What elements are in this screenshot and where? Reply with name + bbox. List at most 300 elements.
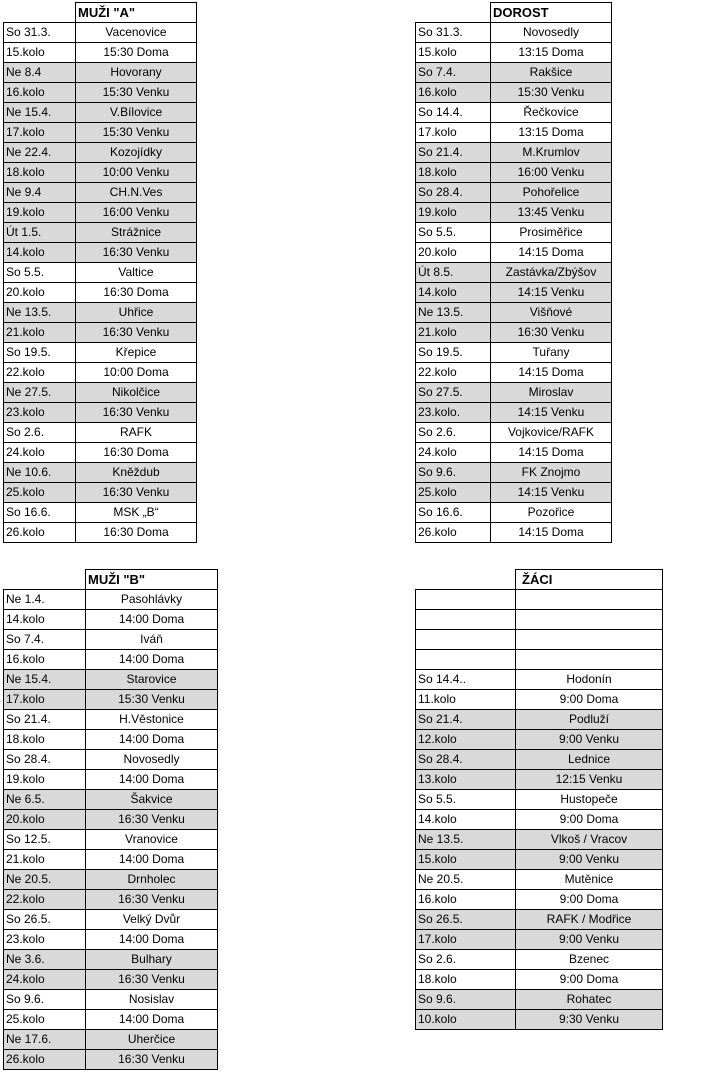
date-or-round-cell: 19.kolo xyxy=(4,770,86,790)
date-or-round-cell: 25.kolo xyxy=(416,483,491,503)
date-or-round-cell: Ne 9.4 xyxy=(4,183,76,203)
date-or-round-cell: 26.kolo xyxy=(416,523,491,543)
table-row xyxy=(4,910,218,930)
date-or-round-cell: 24.kolo xyxy=(4,970,86,990)
opponent-or-time-cell: 13:15 Doma xyxy=(491,43,612,63)
table-row xyxy=(416,143,612,163)
table-row xyxy=(416,870,663,890)
date-or-round-cell: 19.kolo xyxy=(416,203,491,223)
table-row xyxy=(416,283,612,303)
date-or-round-cell: Ne 13.5. xyxy=(416,830,516,850)
opponent-or-time-cell: Řečkovice xyxy=(491,103,612,123)
opponent-or-time-cell: Bzenec xyxy=(516,950,663,970)
table-row xyxy=(416,910,663,930)
opponent-or-time-cell: 16:30 Doma xyxy=(76,283,197,303)
table-row xyxy=(416,670,663,690)
table-row xyxy=(416,590,663,610)
date-or-round-cell: Ne 22.4. xyxy=(4,143,76,163)
date-or-round-cell: 23.kolo. xyxy=(416,403,491,423)
date-or-round-cell: Ne 20.5. xyxy=(416,870,516,890)
table-row xyxy=(4,43,197,63)
date-or-round-cell: 26.kolo xyxy=(4,523,76,543)
opponent-or-time-cell: Pasohlávky xyxy=(86,590,218,610)
opponent-or-time-cell: Vlkoš / Vracov xyxy=(516,830,663,850)
opponent-or-time-cell: Podluží xyxy=(516,710,663,730)
opponent-or-time-cell: 15:30 Venku xyxy=(86,690,218,710)
section-title: ŽÁCI xyxy=(516,570,663,590)
date-or-round-cell: Ne 15.4. xyxy=(4,103,76,123)
opponent-or-time-cell: Novosedly xyxy=(491,23,612,43)
date-or-round-cell: Ne 27.5. xyxy=(4,383,76,403)
table-row xyxy=(416,523,612,543)
opponent-or-time-cell: 16:30 Venku xyxy=(86,970,218,990)
table-row xyxy=(416,750,663,770)
opponent-or-time-cell: Strážnice xyxy=(76,223,197,243)
table-row xyxy=(4,163,197,183)
opponent-or-time-cell: 16:30 Venku xyxy=(76,243,197,263)
date-or-round-cell: 11.kolo xyxy=(416,690,516,710)
table-row xyxy=(416,63,612,83)
opponent-or-time-cell: Tuřany xyxy=(491,343,612,363)
date-or-round-cell: 21.kolo xyxy=(416,323,491,343)
date-or-round-cell: So 12.5. xyxy=(4,830,86,850)
opponent-or-time-cell: 16:30 Venku xyxy=(86,1050,218,1070)
date-or-round-cell xyxy=(416,650,516,670)
table-row xyxy=(416,223,612,243)
opponent-or-time-cell: 14:15 Doma xyxy=(491,523,612,543)
date-or-round-cell: Ne 3.6. xyxy=(4,950,86,970)
date-or-round-cell: 17.kolo xyxy=(416,930,516,950)
table-row xyxy=(416,123,612,143)
opponent-or-time-cell: Vojkovice/RAFK xyxy=(491,423,612,443)
opponent-or-time-cell: 9:00 Venku xyxy=(516,730,663,750)
muzi-b-body xyxy=(4,570,218,1070)
table-row xyxy=(416,183,612,203)
date-or-round-cell: Ne 6.5. xyxy=(4,790,86,810)
opponent-or-time-cell: 14:00 Doma xyxy=(86,610,218,630)
table-row xyxy=(4,63,197,83)
table-row xyxy=(4,183,197,203)
opponent-or-time-cell: V.Bílovice xyxy=(76,103,197,123)
date-or-round-cell: So 5.5. xyxy=(4,263,76,283)
date-or-round-cell: So 21.4. xyxy=(4,710,86,730)
date-or-round-cell: 17.kolo xyxy=(4,690,86,710)
opponent-or-time-cell: Šakvice xyxy=(86,790,218,810)
date-or-round-cell: 16.kolo xyxy=(4,650,86,670)
opponent-or-time-cell: 14:00 Doma xyxy=(86,930,218,950)
opponent-or-time-cell: Zastávka/Zbýšov xyxy=(491,263,612,283)
table-row xyxy=(4,503,197,523)
table-row xyxy=(416,770,663,790)
date-or-round-cell: Ne 17.6. xyxy=(4,1030,86,1050)
opponent-or-time-cell: Kozojídky xyxy=(76,143,197,163)
date-or-round-cell: 20.kolo xyxy=(4,810,86,830)
table-row xyxy=(4,203,197,223)
date-or-round-cell: 24.kolo xyxy=(416,443,491,463)
opponent-or-time-cell: Bulhary xyxy=(86,950,218,970)
table-row xyxy=(4,970,218,990)
opponent-or-time-cell: 13:45 Venku xyxy=(491,203,612,223)
opponent-or-time-cell: 10:00 Venku xyxy=(76,163,197,183)
opponent-or-time-cell: 16:30 Venku xyxy=(76,403,197,423)
opponent-or-time-cell: 16:00 Venku xyxy=(491,163,612,183)
opponent-or-time-cell: 16:30 Doma xyxy=(76,523,197,543)
opponent-or-time-cell: 16:30 Venku xyxy=(76,323,197,343)
table-row xyxy=(416,690,663,710)
date-or-round-cell: 23.kolo xyxy=(4,403,76,423)
date-or-round-cell: So 14.4.. xyxy=(416,670,516,690)
date-or-round-cell: 21.kolo xyxy=(4,323,76,343)
table-row xyxy=(416,810,663,830)
opponent-or-time-cell: 9:00 Doma xyxy=(516,810,663,830)
opponent-or-time-cell: Uhřice xyxy=(76,303,197,323)
date-or-round-cell: 20.kolo xyxy=(416,243,491,263)
table-row xyxy=(416,790,663,810)
date-or-round-cell: 16.kolo xyxy=(416,83,491,103)
date-or-round-cell: Út 1.5. xyxy=(4,223,76,243)
table-row xyxy=(416,630,663,650)
date-or-round-cell: So 26.5. xyxy=(416,910,516,930)
date-or-round-cell: 13.kolo xyxy=(416,770,516,790)
table-row xyxy=(416,43,612,63)
table-row xyxy=(416,383,612,403)
table-row xyxy=(416,1010,663,1030)
date-or-round-cell: 22.kolo xyxy=(4,363,76,383)
date-or-round-cell: Ne 8.4 xyxy=(4,63,76,83)
table-row xyxy=(4,690,218,710)
table-row xyxy=(4,1050,218,1070)
opponent-or-time-cell: 14:15 Doma xyxy=(491,363,612,383)
table-row xyxy=(4,483,197,503)
opponent-or-time-cell: 14:00 Doma xyxy=(86,770,218,790)
title-blank-cell xyxy=(4,3,76,23)
opponent-or-time-cell: H.Věstonice xyxy=(86,710,218,730)
opponent-or-time-cell: 10:00 Doma xyxy=(76,363,197,383)
opponent-or-time-cell: 14:15 Doma xyxy=(491,243,612,263)
date-or-round-cell: 14.kolo xyxy=(4,610,86,630)
opponent-or-time-cell: CH.N.Ves xyxy=(76,183,197,203)
section-title: MUŽI "A" xyxy=(76,3,197,23)
table-row xyxy=(416,463,612,483)
dorost-table xyxy=(415,2,612,543)
opponent-or-time-cell: 15:30 Venku xyxy=(76,123,197,143)
date-or-round-cell: 21.kolo xyxy=(4,850,86,870)
table-row xyxy=(416,930,663,950)
table-row xyxy=(4,463,197,483)
table-row xyxy=(4,383,197,403)
opponent-or-time-cell: 16:30 Venku xyxy=(491,323,612,343)
date-or-round-cell: 23.kolo xyxy=(4,930,86,950)
table-row xyxy=(4,790,218,810)
table-row xyxy=(4,890,218,910)
opponent-or-time-cell: Starovice xyxy=(86,670,218,690)
date-or-round-cell: So 28.4. xyxy=(416,183,491,203)
date-or-round-cell: So 31.3. xyxy=(416,23,491,43)
zaci-body xyxy=(416,570,663,1030)
opponent-or-time-cell: Miroslav xyxy=(491,383,612,403)
date-or-round-cell: 15.kolo xyxy=(416,43,491,63)
table-row xyxy=(4,710,218,730)
date-or-round-cell: So 16.6. xyxy=(416,503,491,523)
date-or-round-cell xyxy=(416,590,516,610)
table-row xyxy=(416,243,612,263)
opponent-or-time-cell: 15:30 Venku xyxy=(491,83,612,103)
dorost-title-row xyxy=(416,3,612,23)
table-row xyxy=(4,990,218,1010)
date-or-round-cell: 18.kolo xyxy=(416,163,491,183)
title-blank-cell xyxy=(416,3,491,23)
table-row xyxy=(416,363,612,383)
title-blank-cell xyxy=(4,570,86,590)
table-row xyxy=(416,830,663,850)
date-or-round-cell: So 2.6. xyxy=(416,950,516,970)
opponent-or-time-cell: 9:30 Venku xyxy=(516,1010,663,1030)
date-or-round-cell: So 14.4. xyxy=(416,103,491,123)
table-row xyxy=(416,850,663,870)
opponent-or-time-cell xyxy=(516,630,663,650)
date-or-round-cell: 25.kolo xyxy=(4,483,76,503)
opponent-or-time-cell: 16:30 Venku xyxy=(86,890,218,910)
opponent-or-time-cell: 16:30 Venku xyxy=(86,810,218,830)
date-or-round-cell: So 31.3. xyxy=(4,23,76,43)
table-row xyxy=(416,503,612,523)
section-title: DOROST xyxy=(491,3,612,23)
table-row xyxy=(4,810,218,830)
opponent-or-time-cell: FK Znojmo xyxy=(491,463,612,483)
dorost-body xyxy=(416,3,612,543)
muzi-b-table xyxy=(3,569,218,1070)
title-blank-cell xyxy=(416,570,516,590)
date-or-round-cell xyxy=(416,630,516,650)
date-or-round-cell: So 7.4. xyxy=(416,63,491,83)
table-row xyxy=(4,243,197,263)
date-or-round-cell: 25.kolo xyxy=(4,1010,86,1030)
date-or-round-cell: 15.kolo xyxy=(416,850,516,870)
date-or-round-cell: So 19.5. xyxy=(416,343,491,363)
date-or-round-cell: So 2.6. xyxy=(416,423,491,443)
table-row xyxy=(416,203,612,223)
table-row xyxy=(4,610,218,630)
opponent-or-time-cell: 9:00 Doma xyxy=(516,890,663,910)
date-or-round-cell: So 21.4. xyxy=(416,710,516,730)
table-row xyxy=(416,303,612,323)
date-or-round-cell: So 7.4. xyxy=(4,630,86,650)
table-row xyxy=(4,23,197,43)
date-or-round-cell: So 21.4. xyxy=(416,143,491,163)
table-row xyxy=(416,103,612,123)
opponent-or-time-cell: 14:15 Venku xyxy=(491,283,612,303)
date-or-round-cell: 12.kolo xyxy=(416,730,516,750)
table-row xyxy=(416,423,612,443)
table-row xyxy=(4,363,197,383)
opponent-or-time-cell: Valtice xyxy=(76,263,197,283)
table-row xyxy=(416,83,612,103)
opponent-or-time-cell: 15:30 Venku xyxy=(76,83,197,103)
opponent-or-time-cell: Vacenovice xyxy=(76,23,197,43)
opponent-or-time-cell: Nosislav xyxy=(86,990,218,1010)
date-or-round-cell: So 28.4. xyxy=(416,750,516,770)
muzi-a-body xyxy=(4,3,197,543)
opponent-or-time-cell: Kněždub xyxy=(76,463,197,483)
date-or-round-cell: 14.kolo xyxy=(416,810,516,830)
opponent-or-time-cell: Vranovice xyxy=(86,830,218,850)
table-row xyxy=(4,950,218,970)
date-or-round-cell: 18.kolo xyxy=(4,730,86,750)
opponent-or-time-cell: Uherčice xyxy=(86,1030,218,1050)
date-or-round-cell: Ne 1.4. xyxy=(4,590,86,610)
table-row xyxy=(4,523,197,543)
table-row xyxy=(4,303,197,323)
table-row xyxy=(416,23,612,43)
table-row xyxy=(4,103,197,123)
date-or-round-cell: 20.kolo xyxy=(4,283,76,303)
opponent-or-time-cell: Novosedly xyxy=(86,750,218,770)
date-or-round-cell: So 5.5. xyxy=(416,790,516,810)
date-or-round-cell: 10.kolo xyxy=(416,1010,516,1030)
table-row xyxy=(416,263,612,283)
table-row xyxy=(4,1010,218,1030)
table-row xyxy=(4,770,218,790)
table-row xyxy=(416,730,663,750)
opponent-or-time-cell: 13:15 Doma xyxy=(491,123,612,143)
date-or-round-cell: So 26.5. xyxy=(4,910,86,930)
date-or-round-cell: So 5.5. xyxy=(416,223,491,243)
opponent-or-time-cell: Rohatec xyxy=(516,990,663,1010)
date-or-round-cell: 15.kolo xyxy=(4,43,76,63)
table-row xyxy=(4,730,218,750)
opponent-or-time-cell: RAFK / Modřice xyxy=(516,910,663,930)
date-or-round-cell: So 28.4. xyxy=(4,750,86,770)
table-row xyxy=(4,343,197,363)
opponent-or-time-cell: M.Krumlov xyxy=(491,143,612,163)
opponent-or-time-cell: MSK „B“ xyxy=(76,503,197,523)
table-row xyxy=(4,143,197,163)
opponent-or-time-cell: Mutěnice xyxy=(516,870,663,890)
date-or-round-cell: So 27.5. xyxy=(416,383,491,403)
date-or-round-cell: Ne 13.5. xyxy=(416,303,491,323)
date-or-round-cell: So 16.6. xyxy=(4,503,76,523)
opponent-or-time-cell: 15:30 Doma xyxy=(76,43,197,63)
date-or-round-cell: 17.kolo xyxy=(4,123,76,143)
date-or-round-cell: So 9.6. xyxy=(416,990,516,1010)
opponent-or-time-cell: 14:00 Doma xyxy=(86,730,218,750)
opponent-or-time-cell xyxy=(516,610,663,630)
table-row xyxy=(416,610,663,630)
table-row xyxy=(416,650,663,670)
opponent-or-time-cell xyxy=(516,590,663,610)
table-row xyxy=(4,930,218,950)
zaci-title-row xyxy=(416,570,663,590)
opponent-or-time-cell: 14:00 Doma xyxy=(86,850,218,870)
opponent-or-time-cell: 14:15 Venku xyxy=(491,403,612,423)
table-row xyxy=(4,283,197,303)
table-row xyxy=(416,950,663,970)
table-row xyxy=(4,323,197,343)
opponent-or-time-cell: 9:00 Venku xyxy=(516,850,663,870)
opponent-or-time-cell: 14:15 Doma xyxy=(491,443,612,463)
table-row xyxy=(4,630,218,650)
muzi-a-table xyxy=(3,2,197,543)
opponent-or-time-cell: Lednice xyxy=(516,750,663,770)
table-row xyxy=(4,223,197,243)
opponent-or-time-cell: Nikolčice xyxy=(76,383,197,403)
date-or-round-cell: So 2.6. xyxy=(4,423,76,443)
opponent-or-time-cell: 12:15 Venku xyxy=(516,770,663,790)
date-or-round-cell: Ne 10.6. xyxy=(4,463,76,483)
table-row xyxy=(4,423,197,443)
table-row xyxy=(4,263,197,283)
table-row xyxy=(4,403,197,423)
table-row xyxy=(4,83,197,103)
table-row xyxy=(4,870,218,890)
table-row xyxy=(416,970,663,990)
table-row xyxy=(4,590,218,610)
date-or-round-cell: 22.kolo xyxy=(4,890,86,910)
date-or-round-cell xyxy=(416,610,516,630)
table-row xyxy=(4,850,218,870)
date-or-round-cell: 16.kolo xyxy=(416,890,516,910)
table-row xyxy=(416,710,663,730)
zaci-table xyxy=(415,569,663,1030)
date-or-round-cell: So 9.6. xyxy=(416,463,491,483)
table-row xyxy=(416,323,612,343)
table-row xyxy=(416,343,612,363)
date-or-round-cell: Ne 20.5. xyxy=(4,870,86,890)
table-row xyxy=(4,650,218,670)
opponent-or-time-cell: Višňové xyxy=(491,303,612,323)
opponent-or-time-cell: Hovorany xyxy=(76,63,197,83)
opponent-or-time-cell: Hodonín xyxy=(516,670,663,690)
date-or-round-cell: 19.kolo xyxy=(4,203,76,223)
opponent-or-time-cell: Iváň xyxy=(86,630,218,650)
opponent-or-time-cell: 14:15 Venku xyxy=(491,483,612,503)
opponent-or-time-cell: Velký Dvůr xyxy=(86,910,218,930)
date-or-round-cell: Ne 15.4. xyxy=(4,670,86,690)
date-or-round-cell: So 9.6. xyxy=(4,990,86,1010)
opponent-or-time-cell: 14:00 Doma xyxy=(86,1010,218,1030)
opponent-or-time-cell: Pohořelice xyxy=(491,183,612,203)
opponent-or-time-cell: Prosiměřice xyxy=(491,223,612,243)
muzi-b-title-row xyxy=(4,570,218,590)
table-row xyxy=(416,443,612,463)
table-row xyxy=(4,1030,218,1050)
opponent-or-time-cell: 16:30 Doma xyxy=(76,443,197,463)
muzi-a-title-row xyxy=(4,3,197,23)
date-or-round-cell: 16.kolo xyxy=(4,83,76,103)
table-row xyxy=(416,483,612,503)
opponent-or-time-cell: Hustopeče xyxy=(516,790,663,810)
date-or-round-cell: 14.kolo xyxy=(416,283,491,303)
table-row xyxy=(416,403,612,423)
opponent-or-time-cell: 16:00 Venku xyxy=(76,203,197,223)
table-row xyxy=(416,163,612,183)
opponent-or-time-cell: 16:30 Venku xyxy=(76,483,197,503)
opponent-or-time-cell: 9:00 Doma xyxy=(516,970,663,990)
opponent-or-time-cell: Rakšice xyxy=(491,63,612,83)
opponent-or-time-cell: RAFK xyxy=(76,423,197,443)
opponent-or-time-cell: Drnholec xyxy=(86,870,218,890)
date-or-round-cell: 24.kolo xyxy=(4,443,76,463)
date-or-round-cell: So 19.5. xyxy=(4,343,76,363)
date-or-round-cell: 18.kolo xyxy=(4,163,76,183)
date-or-round-cell: 18.kolo xyxy=(416,970,516,990)
table-row xyxy=(4,443,197,463)
date-or-round-cell: 22.kolo xyxy=(416,363,491,383)
date-or-round-cell: 17.kolo xyxy=(416,123,491,143)
date-or-round-cell: 26.kolo xyxy=(4,1050,86,1070)
table-row xyxy=(4,670,218,690)
section-title: MUŽI "B" xyxy=(86,570,218,590)
